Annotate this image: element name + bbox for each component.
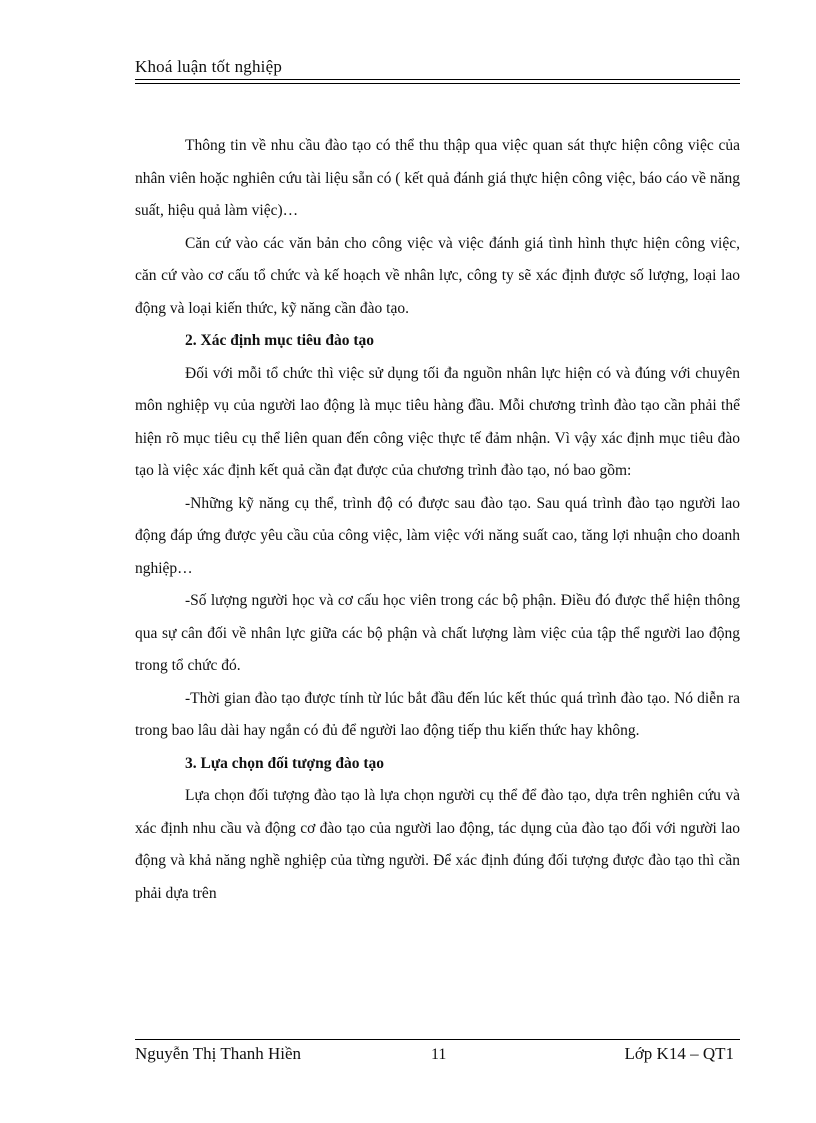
paragraph-7: Lựa chọn đối tượng đào tạo là lựa chọn người cụ thể để đào tạo, dựa trên nghiên cứu và xác định nhu cầu và động cơ đào tạo của người lao động, tác dụng của đào tạo đối với người lao động và khả năng nghề nghiệp của từng người. Để xác định đúng đối tượng được đào tạo thì cần phải dựa trên (135, 787, 740, 902)
paragraph-6: -Thời gian đào tạo được tính từ lúc bắt đầu đến lúc kết thúc quá trình đào tạo. Nó diễn ra trong bao lâu dài hay ngắn có đủ để người lao động tiếp thu kiến thức hay không. (135, 689, 740, 739)
section-heading-2: 2. Xác định mục tiêu đào tạo (185, 332, 375, 349)
footer-class: Lớp K14 – QT1 (624, 1044, 734, 1063)
page-number: 11 (431, 1046, 447, 1063)
paragraph-5: -Số lượng người học và cơ cấu học viên trong các bộ phận. Điều đó được thể hiện thông qua sự cân đối về nhân lực giữa các bộ phận và chất lượng làm việc của tập thể người lao động trong tổ chức đó. (135, 592, 740, 674)
paragraph-1: Thông tin về nhu cầu đào tạo có thể thu thập qua việc quan sát thực hiện công việc của nhân viên hoặc nghiên cứu tài liệu sẵn có ( kết quả đánh giá thực hiện công việc, báo cáo về năng suất, hiệu quả làm việc)… (135, 137, 740, 219)
footer-rule (135, 1039, 740, 1040)
paragraph-4: -Những kỹ năng cụ thể, trình độ có được sau đào tạo. Sau quá trình đào tạo người lao động đáp ứng được yêu cầu của công việc, làm việc với năng suất cao, tăng lợi nhuận cho doanh nghiệp… (135, 494, 740, 577)
section-heading-3: 3. Lựa chọn đối tượng đào tạo (185, 754, 385, 772)
running-header-title: Khoá luận tốt nghiệp (135, 57, 283, 76)
page-footer (135, 1044, 740, 1070)
paragraph-2: Căn cứ vào các văn bản cho công việc và việc đánh giá tình hình thực hiện công việc, căn cứ vào cơ cấu tổ chức và kế hoạch về nhân lực, công ty sẽ xác định được số lượng, loại lao động và loại kiến thức, kỹ năng cần đào tạo. (135, 234, 740, 317)
paragraph-3: Đối với mỗi tổ chức thì việc sử dụng tối đa nguồn nhân lực hiện có và đúng với chuyên môn nghiệp vụ của người lao động là mục tiêu hàng đầu. Mỗi chương trình đào tạo cần phải thể hiện rõ mục tiêu cụ thể liên quan đến công việc thực tế đảm nhận. Vì vậy xác định mục tiêu đào tạo là việc xác định kết quả cần đạt được của chương trình đào tạo, nó bao gồm: (135, 364, 740, 479)
document-body (135, 130, 740, 910)
header-double-rule (135, 79, 740, 84)
footer-author: Nguyễn Thị Thanh Hiền (135, 1044, 302, 1063)
